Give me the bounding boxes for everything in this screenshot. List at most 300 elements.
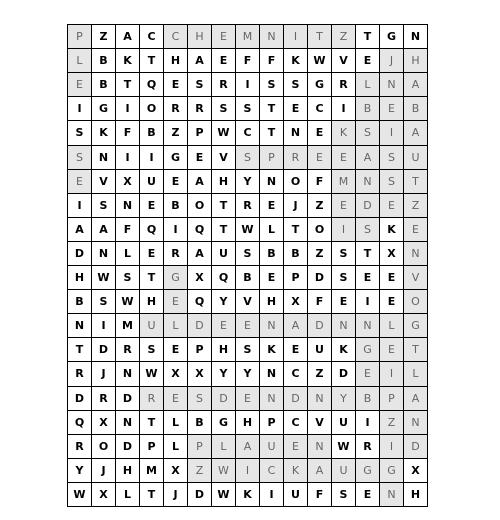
grid-cell[interactable]: O: [404, 290, 427, 313]
grid-cell[interactable]: A: [68, 218, 91, 241]
grid-cell[interactable]: E: [356, 362, 379, 385]
grid-cell[interactable]: K: [284, 49, 307, 72]
grid-cell[interactable]: T: [260, 121, 283, 144]
grid-cell[interactable]: I: [164, 218, 187, 241]
grid-cell[interactable]: H: [404, 49, 427, 72]
grid-cell[interactable]: D: [92, 338, 115, 361]
grid-cell[interactable]: D: [308, 266, 331, 289]
grid-cell[interactable]: E: [380, 338, 403, 361]
grid-cell[interactable]: Y: [236, 362, 259, 385]
grid-cell[interactable]: C: [164, 25, 187, 48]
grid-cell[interactable]: V: [308, 411, 331, 434]
grid-cell[interactable]: G: [356, 338, 379, 361]
grid-cell[interactable]: I: [356, 290, 379, 313]
grid-cell[interactable]: N: [116, 362, 139, 385]
grid-cell[interactable]: P: [68, 25, 91, 48]
grid-cell[interactable]: T: [140, 266, 163, 289]
grid-cell[interactable]: V: [236, 290, 259, 313]
grid-cell[interactable]: X: [188, 362, 211, 385]
grid-cell[interactable]: C: [236, 121, 259, 144]
grid-cell[interactable]: L: [356, 73, 379, 96]
grid-cell[interactable]: I: [236, 73, 259, 96]
grid-cell[interactable]: K: [260, 338, 283, 361]
grid-cell[interactable]: B: [92, 49, 115, 72]
grid-cell[interactable]: X: [380, 242, 403, 265]
grid-cell[interactable]: Z: [332, 25, 355, 48]
grid-cell[interactable]: R: [332, 73, 355, 96]
grid-cell[interactable]: W: [308, 49, 331, 72]
grid-cell[interactable]: R: [164, 97, 187, 120]
grid-cell[interactable]: N: [92, 146, 115, 169]
grid-cell[interactable]: E: [332, 290, 355, 313]
grid-cell[interactable]: H: [212, 338, 235, 361]
grid-cell[interactable]: E: [356, 266, 379, 289]
grid-cell[interactable]: K: [332, 121, 355, 144]
grid-cell[interactable]: I: [332, 218, 355, 241]
grid-cell[interactable]: D: [356, 194, 379, 217]
grid-cell[interactable]: B: [140, 121, 163, 144]
grid-cell[interactable]: T: [308, 25, 331, 48]
grid-cell[interactable]: Z: [308, 362, 331, 385]
grid-cell[interactable]: I: [140, 146, 163, 169]
grid-cell[interactable]: J: [92, 362, 115, 385]
grid-cell[interactable]: G: [380, 459, 403, 482]
grid-cell[interactable]: P: [380, 387, 403, 410]
grid-cell[interactable]: A: [92, 218, 115, 241]
grid-cell[interactable]: V: [212, 146, 235, 169]
grid-cell[interactable]: S: [356, 121, 379, 144]
grid-cell[interactable]: N: [308, 387, 331, 410]
grid-cell[interactable]: S: [236, 146, 259, 169]
grid-cell[interactable]: G: [212, 411, 235, 434]
grid-cell[interactable]: W: [92, 266, 115, 289]
grid-cell[interactable]: X: [188, 266, 211, 289]
grid-cell[interactable]: D: [284, 387, 307, 410]
grid-cell[interactable]: H: [188, 25, 211, 48]
grid-cell[interactable]: M: [236, 25, 259, 48]
grid-cell[interactable]: X: [404, 459, 427, 482]
grid-cell[interactable]: A: [188, 49, 211, 72]
grid-cell[interactable]: W: [236, 218, 259, 241]
grid-cell[interactable]: D: [68, 387, 91, 410]
grid-cell[interactable]: B: [260, 242, 283, 265]
grid-cell[interactable]: J: [284, 194, 307, 217]
grid-cell[interactable]: C: [284, 411, 307, 434]
grid-cell[interactable]: N: [356, 170, 379, 193]
grid-cell[interactable]: S: [332, 483, 355, 506]
grid-cell[interactable]: S: [380, 146, 403, 169]
grid-cell[interactable]: B: [404, 97, 427, 120]
grid-cell[interactable]: I: [68, 194, 91, 217]
grid-cell[interactable]: T: [260, 97, 283, 120]
grid-cell[interactable]: N: [260, 387, 283, 410]
grid-cell[interactable]: K: [332, 338, 355, 361]
grid-cell[interactable]: H: [140, 290, 163, 313]
grid-cell[interactable]: D: [68, 242, 91, 265]
grid-cell[interactable]: T: [68, 338, 91, 361]
grid-cell[interactable]: R: [212, 73, 235, 96]
grid-cell[interactable]: L: [116, 483, 139, 506]
grid-cell[interactable]: E: [260, 266, 283, 289]
grid-cell[interactable]: L: [212, 435, 235, 458]
grid-cell[interactable]: W: [212, 121, 235, 144]
grid-cell[interactable]: N: [380, 73, 403, 96]
grid-cell[interactable]: O: [308, 218, 331, 241]
grid-cell[interactable]: D: [308, 314, 331, 337]
grid-cell[interactable]: L: [380, 314, 403, 337]
grid-cell[interactable]: U: [332, 459, 355, 482]
grid-cell[interactable]: I: [356, 411, 379, 434]
grid-cell[interactable]: R: [116, 338, 139, 361]
grid-cell[interactable]: E: [308, 121, 331, 144]
grid-cell[interactable]: R: [68, 362, 91, 385]
grid-cell[interactable]: A: [188, 170, 211, 193]
grid-cell[interactable]: U: [404, 146, 427, 169]
grid-cell[interactable]: E: [284, 97, 307, 120]
grid-cell[interactable]: S: [116, 266, 139, 289]
grid-cell[interactable]: H: [236, 411, 259, 434]
grid-cell[interactable]: Z: [92, 25, 115, 48]
grid-cell[interactable]: Y: [332, 387, 355, 410]
grid-cell[interactable]: L: [404, 362, 427, 385]
grid-cell[interactable]: X: [164, 459, 187, 482]
grid-cell[interactable]: W: [68, 483, 91, 506]
grid-cell[interactable]: E: [68, 73, 91, 96]
grid-cell[interactable]: Y: [212, 362, 235, 385]
grid-cell[interactable]: H: [68, 266, 91, 289]
grid-cell[interactable]: Y: [236, 170, 259, 193]
grid-cell[interactable]: B: [188, 411, 211, 434]
grid-cell[interactable]: N: [92, 242, 115, 265]
grid-cell[interactable]: O: [140, 97, 163, 120]
grid-cell[interactable]: A: [404, 387, 427, 410]
grid-cell[interactable]: E: [236, 387, 259, 410]
grid-cell[interactable]: S: [92, 290, 115, 313]
grid-cell[interactable]: S: [332, 266, 355, 289]
grid-cell[interactable]: S: [68, 146, 91, 169]
grid-cell[interactable]: U: [308, 338, 331, 361]
grid-cell[interactable]: W: [212, 483, 235, 506]
grid-cell[interactable]: T: [284, 218, 307, 241]
grid-cell[interactable]: Y: [212, 290, 235, 313]
grid-cell[interactable]: S: [284, 73, 307, 96]
grid-cell[interactable]: F: [308, 290, 331, 313]
grid-cell[interactable]: Z: [308, 194, 331, 217]
grid-cell[interactable]: L: [68, 49, 91, 72]
grid-cell[interactable]: L: [164, 411, 187, 434]
grid-cell[interactable]: N: [284, 121, 307, 144]
grid-cell[interactable]: E: [380, 194, 403, 217]
grid-cell[interactable]: D: [116, 387, 139, 410]
grid-cell[interactable]: G: [380, 25, 403, 48]
grid-cell[interactable]: H: [260, 290, 283, 313]
grid-cell[interactable]: A: [308, 459, 331, 482]
grid-cell[interactable]: R: [68, 435, 91, 458]
grid-cell[interactable]: I: [380, 435, 403, 458]
grid-cell[interactable]: S: [188, 73, 211, 96]
grid-cell[interactable]: A: [116, 25, 139, 48]
grid-cell[interactable]: E: [164, 73, 187, 96]
grid-cell[interactable]: J: [92, 459, 115, 482]
grid-cell[interactable]: B: [68, 290, 91, 313]
grid-cell[interactable]: W: [332, 435, 355, 458]
grid-cell[interactable]: A: [188, 242, 211, 265]
grid-cell[interactable]: Q: [140, 218, 163, 241]
grid-cell[interactable]: E: [212, 49, 235, 72]
grid-cell[interactable]: G: [308, 73, 331, 96]
grid-cell[interactable]: X: [92, 411, 115, 434]
grid-cell[interactable]: D: [116, 435, 139, 458]
grid-cell[interactable]: F: [116, 121, 139, 144]
grid-cell[interactable]: Z: [188, 459, 211, 482]
grid-cell[interactable]: P: [188, 121, 211, 144]
grid-cell[interactable]: T: [212, 218, 235, 241]
grid-cell[interactable]: B: [236, 266, 259, 289]
grid-cell[interactable]: E: [188, 146, 211, 169]
grid-cell[interactable]: N: [332, 314, 355, 337]
grid-cell[interactable]: U: [140, 170, 163, 193]
grid-cell[interactable]: P: [260, 411, 283, 434]
grid-cell[interactable]: H: [164, 49, 187, 72]
grid-cell[interactable]: U: [140, 314, 163, 337]
grid-cell[interactable]: F: [116, 218, 139, 241]
grid-cell[interactable]: N: [116, 411, 139, 434]
grid-cell[interactable]: U: [212, 242, 235, 265]
grid-cell[interactable]: R: [92, 387, 115, 410]
grid-cell[interactable]: P: [188, 338, 211, 361]
grid-cell[interactable]: Y: [68, 459, 91, 482]
grid-cell[interactable]: Q: [68, 411, 91, 434]
grid-cell[interactable]: N: [116, 194, 139, 217]
grid-cell[interactable]: A: [404, 121, 427, 144]
grid-cell[interactable]: K: [284, 459, 307, 482]
grid-cell[interactable]: A: [356, 146, 379, 169]
grid-cell[interactable]: G: [356, 459, 379, 482]
grid-cell[interactable]: E: [332, 194, 355, 217]
grid-cell[interactable]: E: [68, 170, 91, 193]
grid-cell[interactable]: O: [92, 435, 115, 458]
grid-cell[interactable]: Z: [404, 194, 427, 217]
grid-cell[interactable]: N: [380, 483, 403, 506]
grid-cell[interactable]: H: [116, 459, 139, 482]
grid-cell[interactable]: P: [188, 435, 211, 458]
grid-cell[interactable]: D: [188, 483, 211, 506]
grid-cell[interactable]: K: [92, 121, 115, 144]
grid-cell[interactable]: F: [260, 49, 283, 72]
grid-cell[interactable]: I: [260, 483, 283, 506]
grid-cell[interactable]: I: [92, 314, 115, 337]
grid-cell[interactable]: S: [356, 218, 379, 241]
grid-cell[interactable]: F: [308, 170, 331, 193]
grid-cell[interactable]: S: [140, 338, 163, 361]
grid-cell[interactable]: N: [404, 411, 427, 434]
grid-cell[interactable]: E: [356, 49, 379, 72]
grid-cell[interactable]: E: [380, 97, 403, 120]
grid-cell[interactable]: F: [236, 49, 259, 72]
grid-cell[interactable]: S: [236, 97, 259, 120]
grid-cell[interactable]: E: [284, 435, 307, 458]
grid-cell[interactable]: E: [212, 314, 235, 337]
grid-cell[interactable]: G: [92, 97, 115, 120]
grid-cell[interactable]: I: [332, 97, 355, 120]
grid-cell[interactable]: C: [260, 459, 283, 482]
grid-cell[interactable]: U: [284, 483, 307, 506]
grid-cell[interactable]: E: [284, 338, 307, 361]
grid-cell[interactable]: B: [356, 387, 379, 410]
grid-cell[interactable]: E: [380, 266, 403, 289]
grid-cell[interactable]: C: [284, 362, 307, 385]
grid-cell[interactable]: I: [68, 97, 91, 120]
grid-cell[interactable]: R: [164, 242, 187, 265]
grid-cell[interactable]: C: [308, 97, 331, 120]
grid-cell[interactable]: M: [140, 459, 163, 482]
grid-cell[interactable]: T: [356, 242, 379, 265]
grid-cell[interactable]: N: [308, 435, 331, 458]
grid-cell[interactable]: L: [164, 314, 187, 337]
grid-cell[interactable]: E: [404, 218, 427, 241]
grid-cell[interactable]: N: [68, 314, 91, 337]
grid-cell[interactable]: S: [260, 73, 283, 96]
grid-cell[interactable]: I: [236, 459, 259, 482]
grid-cell[interactable]: E: [380, 290, 403, 313]
grid-cell[interactable]: W: [140, 362, 163, 385]
grid-cell[interactable]: W: [212, 459, 235, 482]
grid-cell[interactable]: U: [332, 411, 355, 434]
grid-cell[interactable]: X: [116, 170, 139, 193]
grid-cell[interactable]: V: [92, 170, 115, 193]
grid-cell[interactable]: S: [68, 121, 91, 144]
grid-cell[interactable]: S: [332, 242, 355, 265]
grid-cell[interactable]: M: [332, 170, 355, 193]
grid-cell[interactable]: P: [260, 146, 283, 169]
grid-cell[interactable]: T: [140, 49, 163, 72]
grid-cell[interactable]: S: [212, 97, 235, 120]
grid-cell[interactable]: E: [164, 290, 187, 313]
grid-cell[interactable]: R: [140, 387, 163, 410]
grid-cell[interactable]: K: [116, 49, 139, 72]
grid-cell[interactable]: T: [140, 411, 163, 434]
grid-cell[interactable]: G: [164, 266, 187, 289]
grid-cell[interactable]: X: [164, 362, 187, 385]
grid-cell[interactable]: B: [164, 194, 187, 217]
grid-cell[interactable]: O: [284, 170, 307, 193]
grid-cell[interactable]: S: [236, 242, 259, 265]
grid-cell[interactable]: G: [404, 314, 427, 337]
grid-cell[interactable]: T: [116, 73, 139, 96]
grid-cell[interactable]: N: [260, 25, 283, 48]
grid-cell[interactable]: W: [116, 290, 139, 313]
grid-cell[interactable]: N: [260, 170, 283, 193]
grid-cell[interactable]: D: [404, 435, 427, 458]
grid-cell[interactable]: B: [356, 97, 379, 120]
grid-cell[interactable]: A: [284, 314, 307, 337]
grid-cell[interactable]: G: [164, 146, 187, 169]
grid-cell[interactable]: O: [188, 194, 211, 217]
grid-cell[interactable]: T: [140, 483, 163, 506]
grid-cell[interactable]: L: [164, 435, 187, 458]
grid-cell[interactable]: E: [332, 146, 355, 169]
grid-cell[interactable]: H: [404, 483, 427, 506]
grid-cell[interactable]: R: [236, 194, 259, 217]
grid-cell[interactable]: X: [92, 483, 115, 506]
grid-cell[interactable]: R: [188, 97, 211, 120]
grid-cell[interactable]: P: [284, 266, 307, 289]
grid-cell[interactable]: E: [164, 170, 187, 193]
grid-cell[interactable]: S: [236, 338, 259, 361]
grid-cell[interactable]: J: [164, 483, 187, 506]
grid-cell[interactable]: E: [308, 146, 331, 169]
grid-cell[interactable]: U: [260, 435, 283, 458]
grid-cell[interactable]: H: [212, 170, 235, 193]
grid-cell[interactable]: F: [308, 483, 331, 506]
grid-cell[interactable]: E: [212, 25, 235, 48]
grid-cell[interactable]: A: [404, 73, 427, 96]
grid-cell[interactable]: P: [140, 435, 163, 458]
grid-cell[interactable]: N: [404, 25, 427, 48]
grid-cell[interactable]: E: [140, 194, 163, 217]
grid-cell[interactable]: B: [284, 242, 307, 265]
grid-cell[interactable]: K: [236, 483, 259, 506]
grid-cell[interactable]: R: [356, 435, 379, 458]
grid-cell[interactable]: T: [404, 338, 427, 361]
grid-cell[interactable]: T: [356, 25, 379, 48]
grid-cell[interactable]: K: [380, 218, 403, 241]
grid-cell[interactable]: Q: [188, 290, 211, 313]
grid-cell[interactable]: L: [116, 242, 139, 265]
grid-cell[interactable]: E: [164, 387, 187, 410]
grid-cell[interactable]: B: [92, 73, 115, 96]
grid-cell[interactable]: D: [188, 314, 211, 337]
grid-cell[interactable]: E: [356, 483, 379, 506]
grid-cell[interactable]: S: [188, 387, 211, 410]
grid-cell[interactable]: S: [92, 194, 115, 217]
grid-cell[interactable]: R: [284, 146, 307, 169]
grid-cell[interactable]: A: [236, 435, 259, 458]
grid-cell[interactable]: N: [404, 242, 427, 265]
grid-cell[interactable]: N: [260, 314, 283, 337]
grid-cell[interactable]: I: [116, 146, 139, 169]
grid-cell[interactable]: L: [260, 218, 283, 241]
grid-cell[interactable]: Z: [308, 242, 331, 265]
grid-cell[interactable]: C: [140, 25, 163, 48]
grid-cell[interactable]: I: [380, 121, 403, 144]
grid-cell[interactable]: T: [212, 194, 235, 217]
grid-cell[interactable]: T: [404, 170, 427, 193]
grid-cell[interactable]: S: [380, 170, 403, 193]
grid-cell[interactable]: E: [164, 338, 187, 361]
grid-cell[interactable]: V: [332, 49, 355, 72]
grid-cell[interactable]: M: [116, 314, 139, 337]
grid-cell[interactable]: E: [140, 242, 163, 265]
grid-cell[interactable]: X: [284, 290, 307, 313]
grid-cell[interactable]: I: [116, 97, 139, 120]
grid-cell[interactable]: V: [404, 266, 427, 289]
grid-cell[interactable]: D: [212, 387, 235, 410]
grid-cell[interactable]: Z: [164, 121, 187, 144]
grid-cell[interactable]: Q: [212, 266, 235, 289]
grid-cell[interactable]: N: [356, 314, 379, 337]
grid-cell[interactable]: E: [236, 314, 259, 337]
grid-cell[interactable]: E: [260, 194, 283, 217]
grid-cell[interactable]: I: [284, 25, 307, 48]
grid-cell[interactable]: I: [380, 362, 403, 385]
grid-cell[interactable]: J: [380, 49, 403, 72]
grid-cell[interactable]: Q: [188, 218, 211, 241]
grid-cell[interactable]: Z: [380, 411, 403, 434]
grid-cell[interactable]: Q: [140, 73, 163, 96]
grid-cell[interactable]: N: [260, 362, 283, 385]
grid-cell[interactable]: D: [332, 362, 355, 385]
